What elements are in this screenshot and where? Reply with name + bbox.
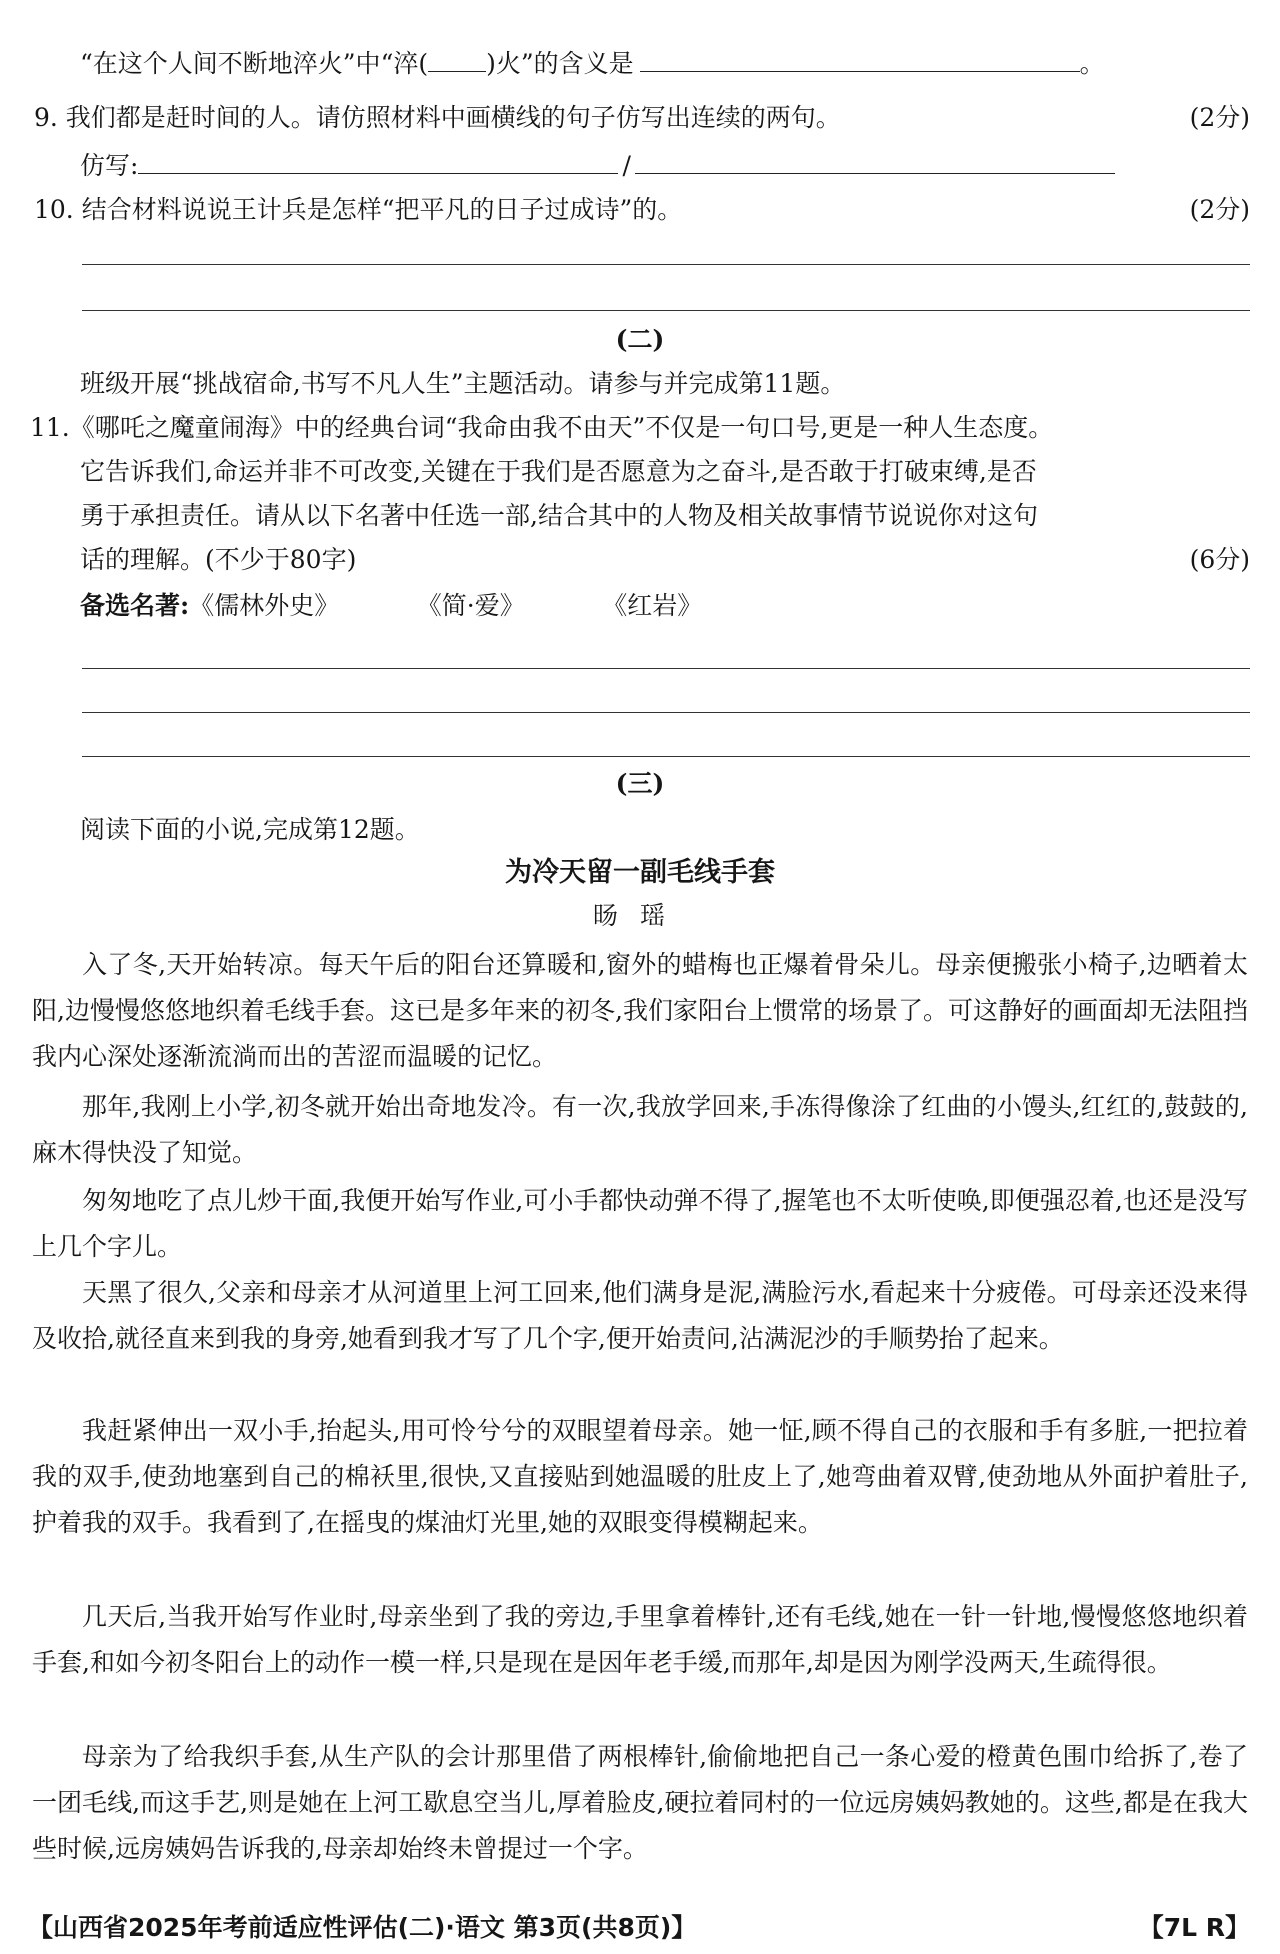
book-hongyan: 《红岩》 — [614, 591, 703, 620]
q8-answer-blank[interactable] — [640, 49, 1080, 72]
story-author: 旸瑶 — [592, 901, 687, 930]
q11-answer-line-2[interactable] — [82, 712, 1250, 713]
story-paragraph-6: 几天后,当我开始写作业时,母亲坐到了我的旁边,手里拿着棒针,还有毛线,她在一针一针地,慢慢悠悠地织着手套,和如今初冬阳台上的动作一模一样,只是现在是因年老手缓,而那年,却是因为刚学没两天,生疏得很。 — [32, 1602, 1248, 1677]
q11-answer-line-1[interactable] — [82, 668, 1250, 669]
story-paragraph-2: 那年,我刚上小学,初冬就开始出奇地发冷。有一次,我放学回来,手冻得像涂了红曲的小馒头,红红的,鼓鼓的,麻木得快没了知觉。 — [32, 1092, 1248, 1167]
q11-points: (6分) — [1189, 545, 1250, 574]
q8-inline-blank[interactable] — [428, 49, 486, 72]
story-paragraph-4: 天黑了很久,父亲和母亲才从河道里上河工回来,他们满身是泥,满脸污水,看起来十分疲倦。可母亲还没来得及收拾,就径直来到我的身旁,她看到我才写了几个字,便开始责问,沾满泥沙的手顺势抬了起来。 — [32, 1278, 1248, 1353]
story-paragraph-7: 母亲为了给我织手套,从生产队的会计那里借了两根棒针,偷偷地把自己一条心爱的橙黄色围巾给拆了,卷了一团毛线,而这手艺,则是她在上河工歇息空当儿,厚着脸皮,硬拉着同村的一位远房姨妈教她的。这些,都是在我大些时候,远房姨妈告诉我的,母亲却始终未曾提过一个字。 — [32, 1742, 1248, 1863]
q11-line-4: 话的理解。(不少于80字) — [80, 545, 357, 574]
q10-points: (2分) — [1189, 195, 1250, 224]
story-paragraph-1: 入了冬,天开始转凉。每天午后的阳台还算暖和,窗外的蜡梅也正爆着骨朵儿。母亲便搬张小椅子,边晒着太阳,边慢慢悠悠地织着毛线手套。这已是多年来的初冬,我们家阳台上惯常的场景了。可这静好的画面却无法阻挡我内心深处逐渐流淌而出的苦涩而温暖的记忆。 — [32, 950, 1248, 1071]
q8-fill-line — [80, 48, 1105, 80]
books-line — [80, 590, 792, 622]
q11-line-3: 勇于承担责任。请从以下名著中任选一部,结合其中的人物及相关故事情节说说你对这句 — [80, 501, 1038, 530]
q8-end: 。 — [1079, 49, 1105, 78]
q9-points: (2分) — [1189, 103, 1250, 132]
q10-answer-line-1[interactable] — [82, 264, 1250, 265]
page-footer: 【山西省2025年考前适应性评估(二)·语文 第3页(共8页)】 — [28, 1913, 697, 1942]
section-2-heading: (二) — [615, 325, 665, 354]
q9-separator: / — [622, 151, 631, 180]
section-3-heading: (三) — [615, 769, 665, 798]
book-jane-eyre: 《简·爱》 — [429, 591, 525, 620]
page-code: 【7L R】 — [1138, 1913, 1250, 1942]
section-3-intro: 阅读下面的小说,完成第12题。 — [80, 815, 420, 844]
section-2-intro: 班级开展“挑战宿命,书写不凡人生”主题活动。请参与并完成第11题。 — [80, 369, 846, 398]
q9-question: 9. 我们都是赶时间的人。请仿照材料中画横线的句子仿写出连续的两句。 — [34, 103, 841, 132]
q10-question: 10. 结合材料说说王计兵是怎样“把平凡的日子过成诗”的。 — [34, 195, 683, 224]
q9-fill-line — [80, 150, 1115, 182]
q10-answer-line-2[interactable] — [82, 310, 1250, 311]
q11-line-2: 它告诉我们,命运并非不可改变,关键在于我们是否愿意为之奋斗,是否敢于打破束缚,是否 — [80, 457, 1037, 486]
q9-blank-2[interactable] — [635, 151, 1115, 174]
story-title: 为冷天留一副毛线手套 — [505, 857, 775, 888]
story-paragraph-5: 我赶紧伸出一双小手,抬起头,用可怜兮兮的双眼望着母亲。她一怔,顾不得自己的衣服和手有多脏,一把拉着我的双手,使劲地塞到自己的棉袄里,很快,又直接贴到她温暖的肚皮上了,她弯曲着双臂,使劲地从外面护着肚子,护着我的双手。我看到了,在摇曳的煤油灯光里,她的双眼变得模糊起来。 — [32, 1416, 1248, 1537]
q9-blank-1[interactable] — [138, 151, 618, 174]
q8-mid: )火”的含义是 — [486, 49, 634, 78]
q11-answer-line-3[interactable] — [82, 756, 1250, 757]
q9-fill-label: 仿写: — [80, 151, 139, 180]
book-rulin-waishi: 《儒林外史》 — [189, 591, 340, 620]
story-paragraph-3: 匆匆地吃了点儿炒干面,我便开始写作业,可小手都快动弹不得了,握笔也不太听使唤,即便强忍着,也还是没写上几个字儿。 — [32, 1186, 1248, 1261]
q11-line-1: 11.《哪吒之魔童闹海》中的经典台词“我命由我不由天”不仅是一句口号,更是一种人生态度。 — [30, 413, 1054, 442]
q8-prefix: “在这个人间不断地淬火”中“淬( — [80, 49, 429, 78]
books-label: 备选名著: — [80, 591, 190, 620]
